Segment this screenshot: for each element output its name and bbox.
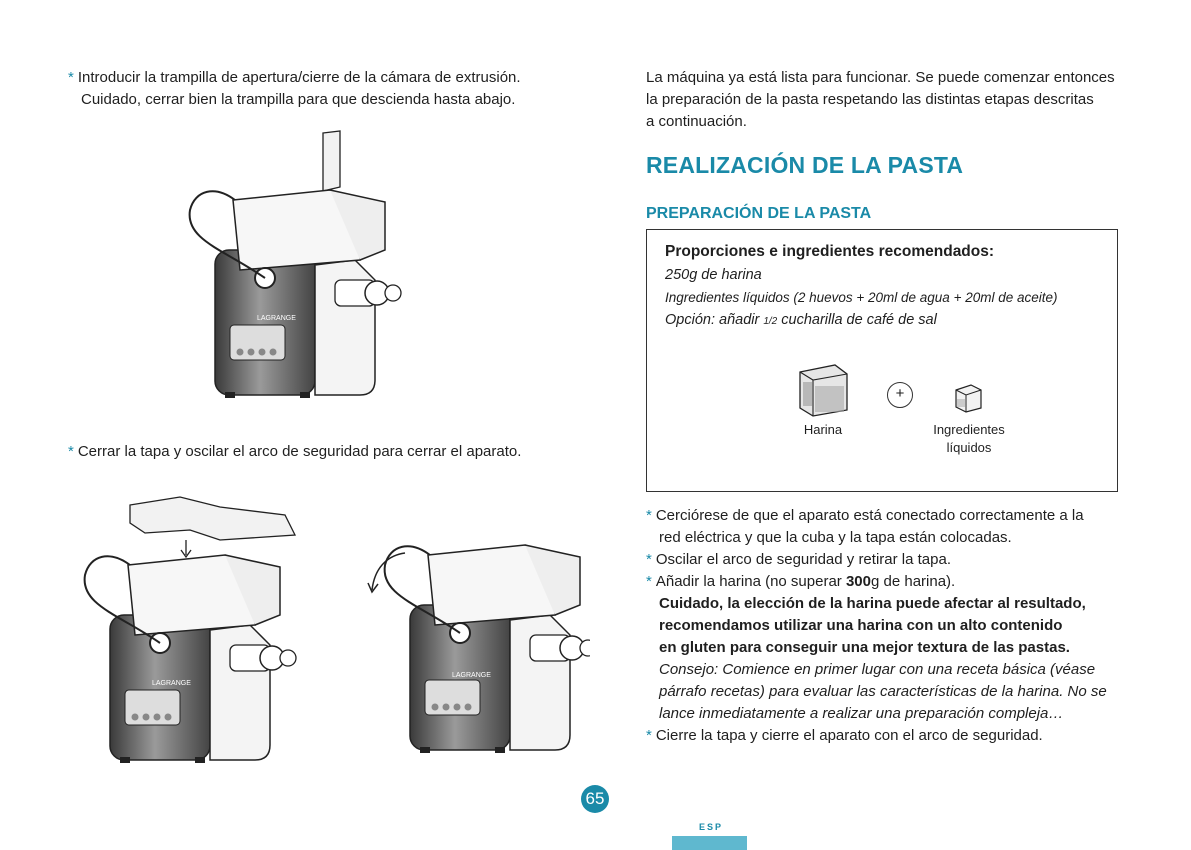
arrow-down-icon xyxy=(181,540,191,557)
ingredient-option xyxy=(665,312,937,328)
fraction: 1/2 xyxy=(763,316,778,327)
page-number: 65 xyxy=(581,785,609,813)
ingredient-liquids: Ingredientes líquidos (2 huevos + 20ml de agua + 20ml de aceite) xyxy=(665,290,1058,305)
machine-trapdoor-illustration xyxy=(185,125,425,410)
flour-container-icon xyxy=(795,360,855,420)
tip-text: lance inmediatamente a realizar una preparación compleja… xyxy=(659,705,1064,722)
bullet-star-icon: * xyxy=(646,507,652,524)
step-text: Cerrar la tapa y oscilar el arco de seguridad para cerrar el aparato. xyxy=(77,443,522,460)
language-bar xyxy=(672,836,747,850)
step-close-lid xyxy=(68,441,588,463)
option-pre: Opción: añadir xyxy=(665,312,764,328)
caption-flour: Harina xyxy=(803,422,843,437)
option-post: cucharilla de café de sal xyxy=(777,312,937,328)
plus-icon: + xyxy=(887,382,913,408)
instruction-text: g de harina). xyxy=(870,573,956,590)
ingredient-flour: 250g de harina xyxy=(665,267,762,283)
ingredients-heading: Proporciones e ingredientes recomendados: xyxy=(665,243,995,260)
brand-label: LAGRANGE xyxy=(257,315,296,322)
intro-paragraph xyxy=(646,67,1126,133)
instruction-text: red eléctrica y que la cuba y la tapa están colocadas. xyxy=(659,529,1012,546)
trapdoor-piece xyxy=(323,131,340,191)
machine-lid-illustration xyxy=(70,485,320,765)
instruction-text: Oscilar el arco de seguridad y retirar la tapa. xyxy=(655,551,951,568)
warning-text: en gluten para conseguir una mejor textura de las pastas. xyxy=(659,639,1070,656)
ingredients-box xyxy=(646,229,1118,492)
language-label: ESP xyxy=(699,822,724,832)
tip-text: Consejo: Comience en primer lugar con una receta básica (véase xyxy=(659,661,1096,678)
instruction-text: Cerciórese de que el aparato está conectado correctamente a la xyxy=(655,507,1084,524)
brand-label: LAGRANGE xyxy=(452,672,491,679)
section-title: REALIZACIÓN DE LA PASTA xyxy=(646,152,964,178)
machine-closed-illustration xyxy=(360,540,590,765)
instructions-list xyxy=(646,505,1121,747)
lid-piece xyxy=(130,497,295,540)
tip-text: párrafo recetas) para evaluar las características de la harina. No se xyxy=(659,683,1107,700)
step-insert-trapdoor xyxy=(68,67,588,111)
intro-line: La máquina ya está lista para funcionar. Se puede comenzar entonces xyxy=(646,69,1115,86)
warning-text: recomendamos utilizar una harina con un alto contenido xyxy=(659,617,1063,634)
flour-limit: 300 xyxy=(845,573,871,590)
caption-line: líquidos xyxy=(946,440,992,455)
step-text: Introducir la trampilla de apertura/cierre de la cámara de extrusión. xyxy=(77,69,521,86)
warning-text: Cuidado, la elección de la harina puede afectar al resultado, xyxy=(659,595,1086,612)
bullet-star-icon: * xyxy=(646,551,652,568)
bullet-star-icon: * xyxy=(68,443,74,460)
instruction-text: Añadir la harina (no superar xyxy=(655,573,846,590)
intro-line: a continuación. xyxy=(646,113,747,130)
caption-line: Ingredientes xyxy=(933,422,1005,437)
instruction-text: Cierre la tapa y cierre el aparato con el arco de seguridad. xyxy=(655,727,1043,744)
brand-label: LAGRANGE xyxy=(152,680,191,687)
step-text-warning: Cuidado, cerrar bien la trampilla para que descienda hasta abajo. xyxy=(81,91,516,108)
bullet-star-icon: * xyxy=(646,727,652,744)
caption-liquids xyxy=(919,421,1019,457)
liquid-container-icon xyxy=(953,382,985,414)
intro-line: la preparación de la pasta respetando las distintas etapas descritas xyxy=(646,91,1094,108)
bullet-star-icon: * xyxy=(646,573,652,590)
section-subtitle: PREPARACIÓN DE LA PASTA xyxy=(646,205,872,222)
bullet-star-icon: * xyxy=(68,69,74,86)
